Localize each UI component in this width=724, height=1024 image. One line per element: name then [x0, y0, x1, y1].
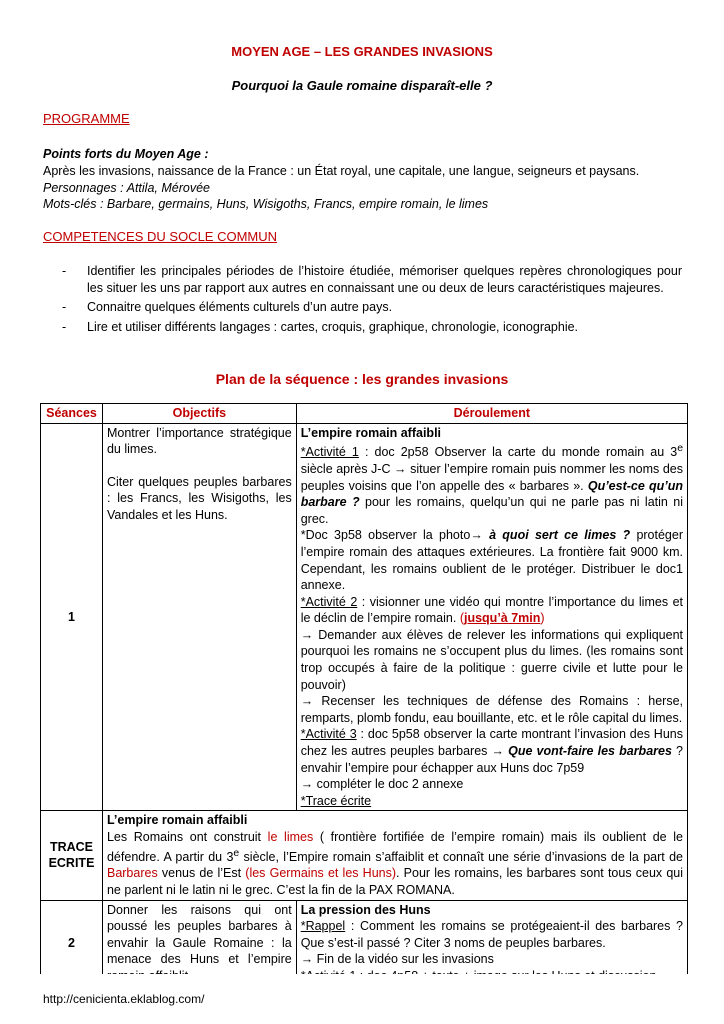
doc-text: *Doc 3p58 observer la photo — [300, 528, 471, 543]
activity-question: Que vont-faire les barbares — [504, 744, 672, 759]
trace-keyword: Barbares — [106, 866, 158, 881]
arrow-text: Recenser les techniques de défense des Romains : herse, remparts, plomb fondu, eau bouillante, etc. et le rôle capital du limes. — [300, 694, 683, 725]
competence-text: Identifier les principales périodes de l’histoire étudiée, mémoriser quelques repères chronologiques pour les situer les uns par rapport aux autres en connaissant une ou deux de leurs caractéristiques majeures. — [87, 264, 682, 295]
points-forts-text: Après les invasions, naissance de la France : un État royal, une capitale, une langue, seigneurs et paysans. — [43, 164, 640, 178]
arrow-text: compléter le doc 2 annexe — [313, 777, 464, 792]
arrow-icon: → — [491, 744, 505, 759]
document-title: MOYEN AGE – LES GRANDES INVASIONS — [231, 44, 493, 59]
header-objectifs: Objectifs — [102, 404, 296, 424]
plan-title: Plan de la séquence : les grandes invasions — [215, 371, 509, 387]
trace-keyword: le limes — [267, 830, 314, 844]
deroulement-cell — [296, 423, 687, 811]
video-duration: jusqu’à 7min — [463, 611, 541, 626]
trace-text — [107, 829, 683, 899]
trace-title: L’empire romain affaibli — [106, 813, 248, 828]
competences-list — [62, 263, 682, 338]
arrow-icon: → — [300, 777, 314, 792]
arrow-text: Fin de la vidéo sur les invasions — [313, 952, 494, 967]
arrow-icon: → — [394, 461, 407, 476]
doc-question: à quoi sert ce limes ? — [482, 528, 631, 543]
arrow-text: Demander aux élèves de relever les informations qui expliquent pourquoi les romains ne s’occupent plus du limes. (les romains sont trop occupés à faire de la politique : guerre civile et lutte pour le pouvoir) — [300, 627, 683, 692]
trace-segment: venus de l’Est — [157, 866, 246, 881]
table-row — [41, 811, 688, 900]
arrow-paragraph — [301, 951, 683, 968]
arrow-paragraph — [301, 693, 683, 726]
personnages-line: Personnages : Attila, Mérovée — [43, 181, 210, 195]
trace-ecrite-label: *Trace écrite — [300, 793, 372, 808]
objectifs-cell — [102, 423, 296, 811]
competence-text: Lire et utiliser différents langages : cartes, croquis, graphique, chronologie, iconographie. — [87, 319, 579, 334]
activity-paragraph — [301, 726, 683, 776]
trace-ecrite-cell: TRACE ECRITE — [41, 811, 103, 900]
trace-segment: . Pour les romains, les barbares sont tous ceux qui ne parlent ni le latin ni le grec. C’est la fin de la PAX ROMANA. — [106, 866, 683, 897]
arrow-icon: → — [470, 528, 483, 543]
arrow-icon: → — [300, 627, 314, 642]
doc-text: protéger l’empire romain des attaques extérieures. La frontière fait 9000 km. Cependant, les romains oublient de le protéger. Distribuer le doc1 annexe. — [300, 528, 683, 593]
table-row — [41, 423, 688, 811]
superscript: e — [677, 443, 683, 455]
arrow-paragraph — [301, 776, 683, 793]
rappel-paragraph — [301, 918, 683, 951]
deroulement-title: La pression des Huns — [300, 902, 431, 917]
activity-text: : doc 5p58 observer la carte montrant l’invasion des Huns chez les autres peuples barbares — [300, 727, 683, 759]
rappel-label: *Rappel — [300, 919, 346, 934]
programme-heading: PROGRAMME — [43, 111, 130, 126]
sequence-table — [40, 403, 688, 987]
doc-paragraph — [301, 527, 683, 593]
superscript: e — [233, 847, 240, 859]
activity-question: Qu’est-ce qu’un barbare ? — [300, 478, 684, 510]
table-header-row — [41, 404, 688, 424]
header-deroulement: Déroulement — [296, 404, 687, 424]
document-subtitle: Pourquoi la Gaule romaine disparaît-elle ? — [231, 78, 493, 93]
trace-keyword: (les Germains et les Huns) — [245, 866, 397, 881]
dash-bullet: - — [62, 264, 67, 278]
rappel-text: : Comment les romains se protégeaient-il des barbares ? Que s’est-il passé ? Citer 3 noms de peuples barbares. — [300, 919, 683, 950]
activity-text: ? envahir l’empire pour échapper aux Huns doc 7p59 — [300, 744, 683, 775]
seance-number: 1 — [41, 423, 103, 811]
arrow-icon: → — [300, 694, 314, 709]
arrow-paragraph — [301, 627, 683, 693]
paren: ) — [540, 611, 545, 626]
competences-heading: COMPETENCES DU SOCLE COMMUN — [43, 229, 278, 244]
seance-number: 2 — [41, 900, 103, 986]
activity-label: *Activité 2 — [300, 594, 358, 609]
activity-label: *Activité 1 — [300, 445, 359, 460]
points-forts-label: Points forts du Moyen Age : — [43, 147, 209, 161]
paren: ( — [459, 611, 464, 626]
footer-url: http://cenicienta.eklablog.com/ — [43, 992, 205, 1006]
activity-text: : doc 2p58 Observer la carte du monde romain au 3 — [358, 445, 678, 460]
objectif-text: Montrer l’importance stratégique du limes. — [106, 425, 292, 457]
activity-text: situer l’empire romain puis nommer les noms des peuples voisins que l’on appelle des « barbares ». — [300, 461, 683, 493]
arrow-icon: → — [300, 952, 314, 967]
activity-paragraph — [301, 594, 683, 627]
dash-bullet: - — [62, 319, 67, 334]
objectifs-cell: Donner les raisons qui ont poussé les peuples barbares à envahir la Gaule Romaine : la menace des Huns et l’empire — [102, 900, 296, 986]
competence-item — [62, 319, 682, 336]
competence-item — [62, 299, 682, 316]
activity-text: : visionner une vidéo qui montre l’importance du limes et le déclin de l’empire romain. — [300, 594, 683, 626]
deroulement-title: L’empire romain affaibli — [300, 425, 442, 440]
competence-text: Connaitre quelques éléments culturels d’un autre pays. — [87, 300, 393, 314]
trace-segment: ( frontière fortifiée de l’empire romain) mais ils oublient de le défendre. A partir du 3 — [106, 830, 683, 864]
trace-segment: Les Romains ont construit — [106, 830, 268, 844]
dash-bullet: - — [62, 300, 67, 314]
mots-cles-line: Mots-clés : Barbare, germains, Huns, Wisigoths, Francs, empire romain, le limes — [43, 197, 489, 211]
activity-label: *Activité 3 — [300, 727, 357, 742]
activity-text: siècle après J-C — [300, 461, 395, 476]
header-seances: Séances — [41, 404, 103, 424]
activity-text: pour les romains, quelqu’un qui ne parle pas ni latin ni grec. — [300, 495, 683, 526]
activity-paragraph — [301, 441, 683, 527]
trace-segment: siècle, l’Empire romain s’affaiblit et connaît une série d’invasions de la part de — [239, 849, 683, 864]
trace-ecrite-content — [102, 811, 687, 900]
competence-item — [62, 263, 682, 296]
objectif-text: Citer quelques peuples barbares : les Francs, les Wisigoths, les Vandales et les Huns. — [106, 474, 292, 522]
